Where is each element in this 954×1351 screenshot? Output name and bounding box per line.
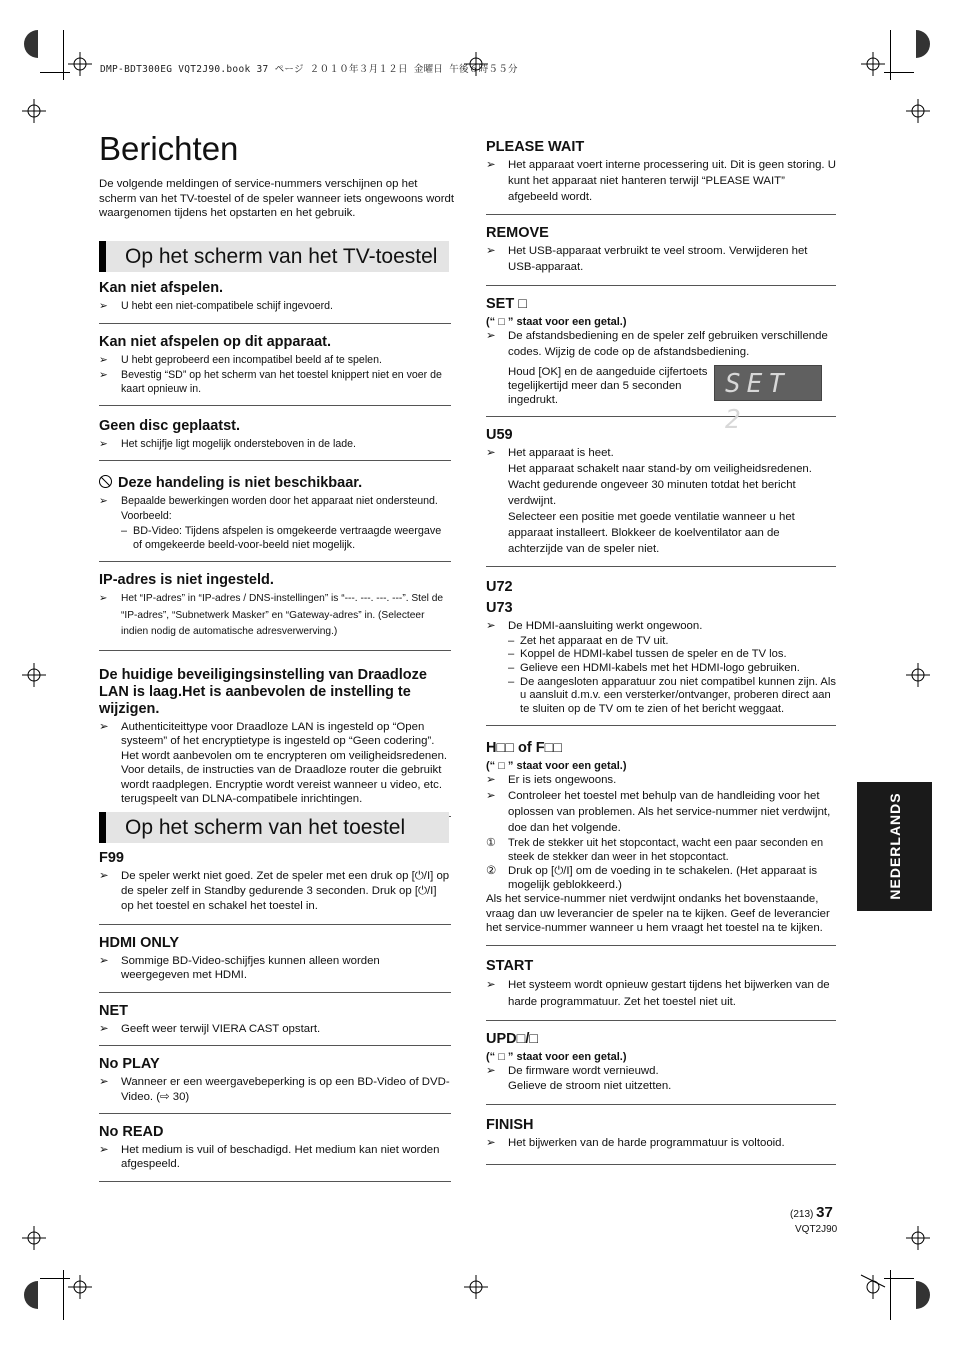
message-section: [99, 572, 451, 651]
section-banner-tv: [99, 241, 449, 272]
message-heading: De huidige beveiligingsinstelling van Draadloze LAN is laag.Het is aanbevolen de instelling te wijzigen.: [99, 666, 427, 717]
message-heading: U73: [486, 600, 513, 617]
message-section: [99, 471, 451, 562]
list-subitem: – Gelieve een HDMI-kabels met het HDMI-logo gebruiken.: [508, 661, 800, 674]
list-item: ➢ De speler werkt niet goed. Zet de speler met een druk op [⏻/I] op de speler zelf in Standby gedurende 3 seconden. Druk op [⏻/I] op het toestel en schakel het toestel in.: [99, 870, 450, 913]
list-item: ➢ U hebt een niet-compatibele schijf ingevoerd.: [99, 300, 333, 312]
message-section: [99, 661, 451, 817]
numbered-step: ② Druk op [⏻/I] om de voeding in te schakelen. (Het apparaat is mogelijk geblokkeerd.): [486, 865, 818, 892]
message-heading: Deze handeling is niet beschikbaar.: [99, 475, 451, 492]
list-item: ➢ Bepaalde bewerkingen worden door het apparaat niet ondersteund. Voorbeeld:: [99, 495, 438, 523]
footnote: (“ □ ” staat voor een getal.): [486, 1050, 627, 1063]
message-heading: Kan niet afspelen op dit apparaat.: [99, 333, 332, 350]
message-section: [486, 577, 836, 726]
list-item: ➢ Het medium is vuil of beschadigd. Het medium kan niet worden afgespeeld.: [99, 1143, 440, 1171]
paragraph: Selecteer een positie met goede ventilatie wanneer u het apparaat installeert. Blokkeer de koelventilator aan de achterzijde van de speler niet.: [508, 511, 795, 556]
message-section: [99, 1056, 451, 1113]
lcd-display: SET 2: [714, 365, 822, 401]
footnote: (“ □ ” staat voor een getal.): [486, 760, 627, 773]
list-item: ➢ Geeft weer terwijl VIERA CAST opstart.: [99, 1022, 321, 1035]
list-subitem: – Koppel de HDMI-kabel tussen de speler en de TV los.: [508, 648, 787, 661]
message-section: [99, 850, 451, 925]
page-number-main: 37: [816, 1204, 833, 1221]
message-heading: FINISH: [486, 1116, 534, 1133]
list-item: ➢ Bevestig “SD” op het scherm van het toestel knippert niet en voer de kaart opnieuw in.: [99, 368, 442, 395]
message-section: [99, 280, 451, 324]
list-item: ➢ Het schijfje ligt mogelijk ondersteboven in de lade.: [99, 437, 356, 450]
message-section: [486, 139, 836, 215]
message-heading: H□□ of F□□: [486, 740, 563, 757]
instruction-text: Houd [OK] en de aangeduide cijfertoets tegelijkertijd meer dan 5 seconden ingedrukt.: [508, 365, 708, 407]
list-item: ➢ Het USB-apparaat verbruikt te veel stroom. Verwijderen het USB-apparaat.: [486, 245, 808, 274]
list-item: ➢ Het “IP-adres” in “IP-adres / DNS-instellingen” is “---. ---. ---. ---”. Stel de “IP-adres”, “Subnetwerk Masker” en “Gateway-adres” in. (Selecteer indien nodig de automatische adresverwerving.): [99, 593, 444, 638]
message-heading: SET □: [486, 295, 527, 312]
message-section: [99, 935, 451, 993]
message-heading: F99: [99, 850, 124, 866]
intro-text: De volgende meldingen of service-nummers verschijnen op het scherm van het TV-toestel of de speler wanneer iets ongewoons wordt waargenomen tijdens het opstarten en het gebruik.: [99, 178, 454, 219]
prohibited-icon: [99, 475, 112, 488]
message-section: [486, 956, 836, 1021]
message-section: [99, 1003, 451, 1047]
page-title: Berichten: [99, 130, 239, 167]
list-item: ➢ Wanneer er een weergavebeperking is op een BD-Video of DVD-Video. (⇨ 30): [99, 1076, 450, 1103]
list-item: ➢ De HDMI-aansluiting werkt ongewoon.: [486, 620, 703, 633]
message-section: [486, 427, 836, 568]
paragraph: Als het service-nummer niet verdwijnt ondanks het bovenstaande, vraag dan uw leverancier de speler na te kijken. Geef de leverancier het service-nummer wanneer u hem vraagt het toestel na te kijken.: [486, 893, 830, 935]
message-heading: START: [486, 957, 534, 974]
message-heading: No PLAY: [99, 1056, 160, 1073]
print-header: DMP-BDT300EG VQT2J90.book 37 ページ ２０１０年３月１２日 金曜日 午後６時５５分: [100, 64, 518, 75]
list-item: ➢ Er is iets ongewoons.: [486, 774, 617, 787]
message-section: [99, 416, 451, 462]
message-heading: UPD□/□: [486, 1030, 539, 1047]
list-item: ➢ Het systeem wordt opnieuw gestart tijdens het bijwerken van de harde programmatuur. Zet het toestel niet uit.: [486, 978, 830, 1008]
list-item: ➢ Het apparaat is heet.: [486, 446, 614, 459]
message-heading: HDMI ONLY: [99, 934, 180, 951]
message-section: [99, 1124, 451, 1182]
list-item: ➢ Het apparaat voert interne processering uit. Dit is geen storing. U kunt het apparaat niet hanteren terwijl “PLEASE WAIT” afgebeeld wordt.: [486, 159, 836, 203]
page-number-small: (213): [790, 1209, 814, 1220]
list-subitem: – De aangesloten apparatuur zou niet compatibel kunnen zijn. Als u aansluit d.m.v. een versterker/ontvanger, proberen direct aan te sluiten op de TV om te zien of het bericht weggaat.: [508, 675, 836, 715]
page-code: VQT2J90: [795, 1224, 838, 1235]
section-banner-device: [99, 812, 449, 843]
footnote: (“ □ ” staat voor een getal.): [486, 315, 627, 328]
message-heading: PLEASE WAIT: [486, 139, 585, 155]
message-section: [99, 334, 451, 406]
right-column: [486, 139, 836, 1175]
message-section: [486, 1031, 836, 1105]
language-tab-label: NEDERLANDS: [887, 792, 903, 900]
list-item: ➢ De firmware wordt vernieuwd.: [486, 1064, 659, 1077]
list-subitem: – BD-Video: Tijdens afspelen is omgekeerde vertraagde weergave of omgekeerde beeld-voor-beeld niet mogelijk.: [121, 525, 442, 552]
message-heading: Geen disc geplaatst.: [99, 417, 241, 434]
message-heading: IP-adres is niet ingesteld.: [99, 572, 274, 589]
list-subitem: – Zet het apparaat en de TV uit.: [508, 634, 669, 647]
list-item: ➢ Het bijwerken van de harde programmatuur is voltooid.: [486, 1136, 785, 1149]
message-heading: U72: [486, 579, 513, 596]
list-item: ➢ U hebt geprobeerd een incompatibel beeld af te spelen.: [99, 353, 382, 366]
list-item: ➢ Controleer het toestel met behulp van de handleiding voor het oplossen van problemen. Als het service-nummer niet verdwijnt, doe dan het volgende.: [486, 790, 831, 835]
paragraph: Gelieve de stroom niet uitzetten.: [508, 1080, 672, 1093]
list-item: ➢ Sommige BD-Video-schijfjes kunnen alleen worden weergegeven met HDMI.: [99, 954, 380, 982]
list-item: ➢ Authenticiteittype voor Draadloze LAN is ingesteld op “Open systeem” of het encryptietype is ingesteld op “Geen codering”. Het wordt aanbevolen om te encrypteren om veiligheidsredenen. Voor details, de instructies van de Draadloze router die gebruikt wordt raadplegen. Encryptie wordt vereist wanneer u video, etc. terugspeelt van DLNA-compatibele inrichtingen.: [99, 720, 448, 806]
message-section: [486, 1115, 836, 1166]
message-heading: U59: [486, 426, 513, 443]
message-section: [486, 225, 836, 286]
section-banner-label: Op het scherm van het TV-toestel: [125, 245, 438, 268]
language-tab: [857, 782, 932, 911]
paragraph: Het apparaat schakelt naar stand-by om veiligheidsredenen. Wacht gedurende ongeveer 30 minuten totdat het bericht verdwijnt.: [508, 463, 812, 508]
message-heading: No READ: [99, 1123, 164, 1140]
message-heading: REMOVE: [486, 225, 549, 242]
list-item: ➢ De afstandsbediening en de speler zelf gebruiken verschillende codes. Wijzig de code op de afstandsbediening.: [486, 329, 828, 358]
left-column-tv: [99, 280, 451, 827]
message-heading: NET: [99, 1002, 128, 1019]
message-section: [486, 736, 836, 945]
section-banner-label: Op het scherm van het toestel: [125, 816, 406, 839]
left-column-device: [99, 850, 451, 1192]
numbered-step: ① Trek de stekker uit het stopcontact, wacht een paar seconden en steek de stekker dan weer in het stopcontact.: [486, 837, 824, 864]
page-number: [790, 1204, 833, 1221]
message-heading: Kan niet afspelen.: [99, 280, 224, 296]
